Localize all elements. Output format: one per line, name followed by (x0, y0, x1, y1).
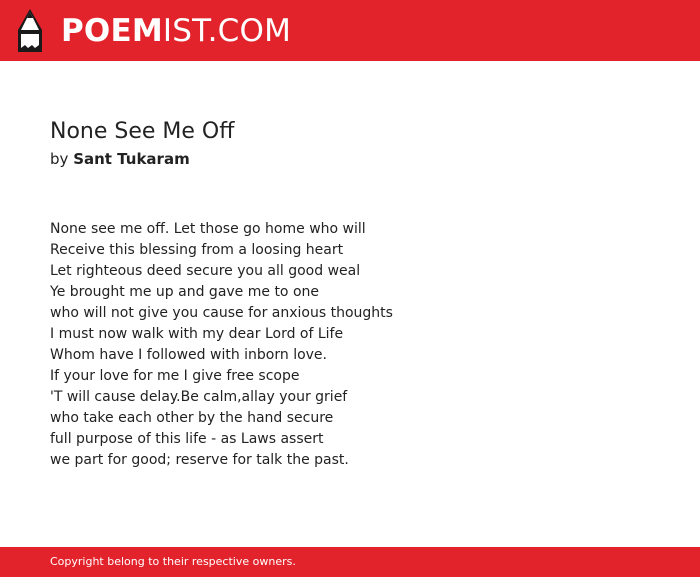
poem-line: full purpose of this life - as Laws assert (50, 431, 324, 447)
poem-title: None See Me Off (50, 119, 235, 144)
logo-strong-text: POEM (61, 13, 163, 49)
poem-line: Receive this blessing from a loosing heart (50, 242, 344, 258)
site-logo[interactable] (61, 11, 291, 51)
poem-author: Sant Tukaram (73, 150, 190, 168)
pencil-icon[interactable] (17, 9, 43, 52)
poem-body (50, 219, 650, 471)
site-footer (0, 547, 700, 577)
poem-line: we part for good; reserve for talk the past. (50, 452, 349, 468)
poem-line: Let righteous deed secure you all good weal (50, 263, 361, 279)
by-label: by (50, 150, 69, 168)
poem-line: who will not give you cause for anxious thoughts (50, 305, 393, 321)
poem-line: who take each other by the hand secure (50, 410, 334, 426)
site-header (0, 0, 700, 61)
poem-line: If your love for me I give free scope (50, 368, 300, 384)
poem-byline (50, 149, 190, 169)
logo-light-text: IST.COM (162, 13, 292, 49)
poem-line: I must now walk with my dear Lord of Life (50, 326, 344, 342)
poem-line: 'T will cause delay.Be calm,allay your grief (50, 389, 348, 405)
copyright-text: Copyright belong to their respective owners. (50, 555, 296, 568)
poem-line: None see me off. Let those go home who will (50, 221, 366, 237)
poem-line: Ye brought me up and gave me to one (50, 284, 320, 300)
poem-line: Whom have I followed with inborn love. (50, 347, 327, 363)
